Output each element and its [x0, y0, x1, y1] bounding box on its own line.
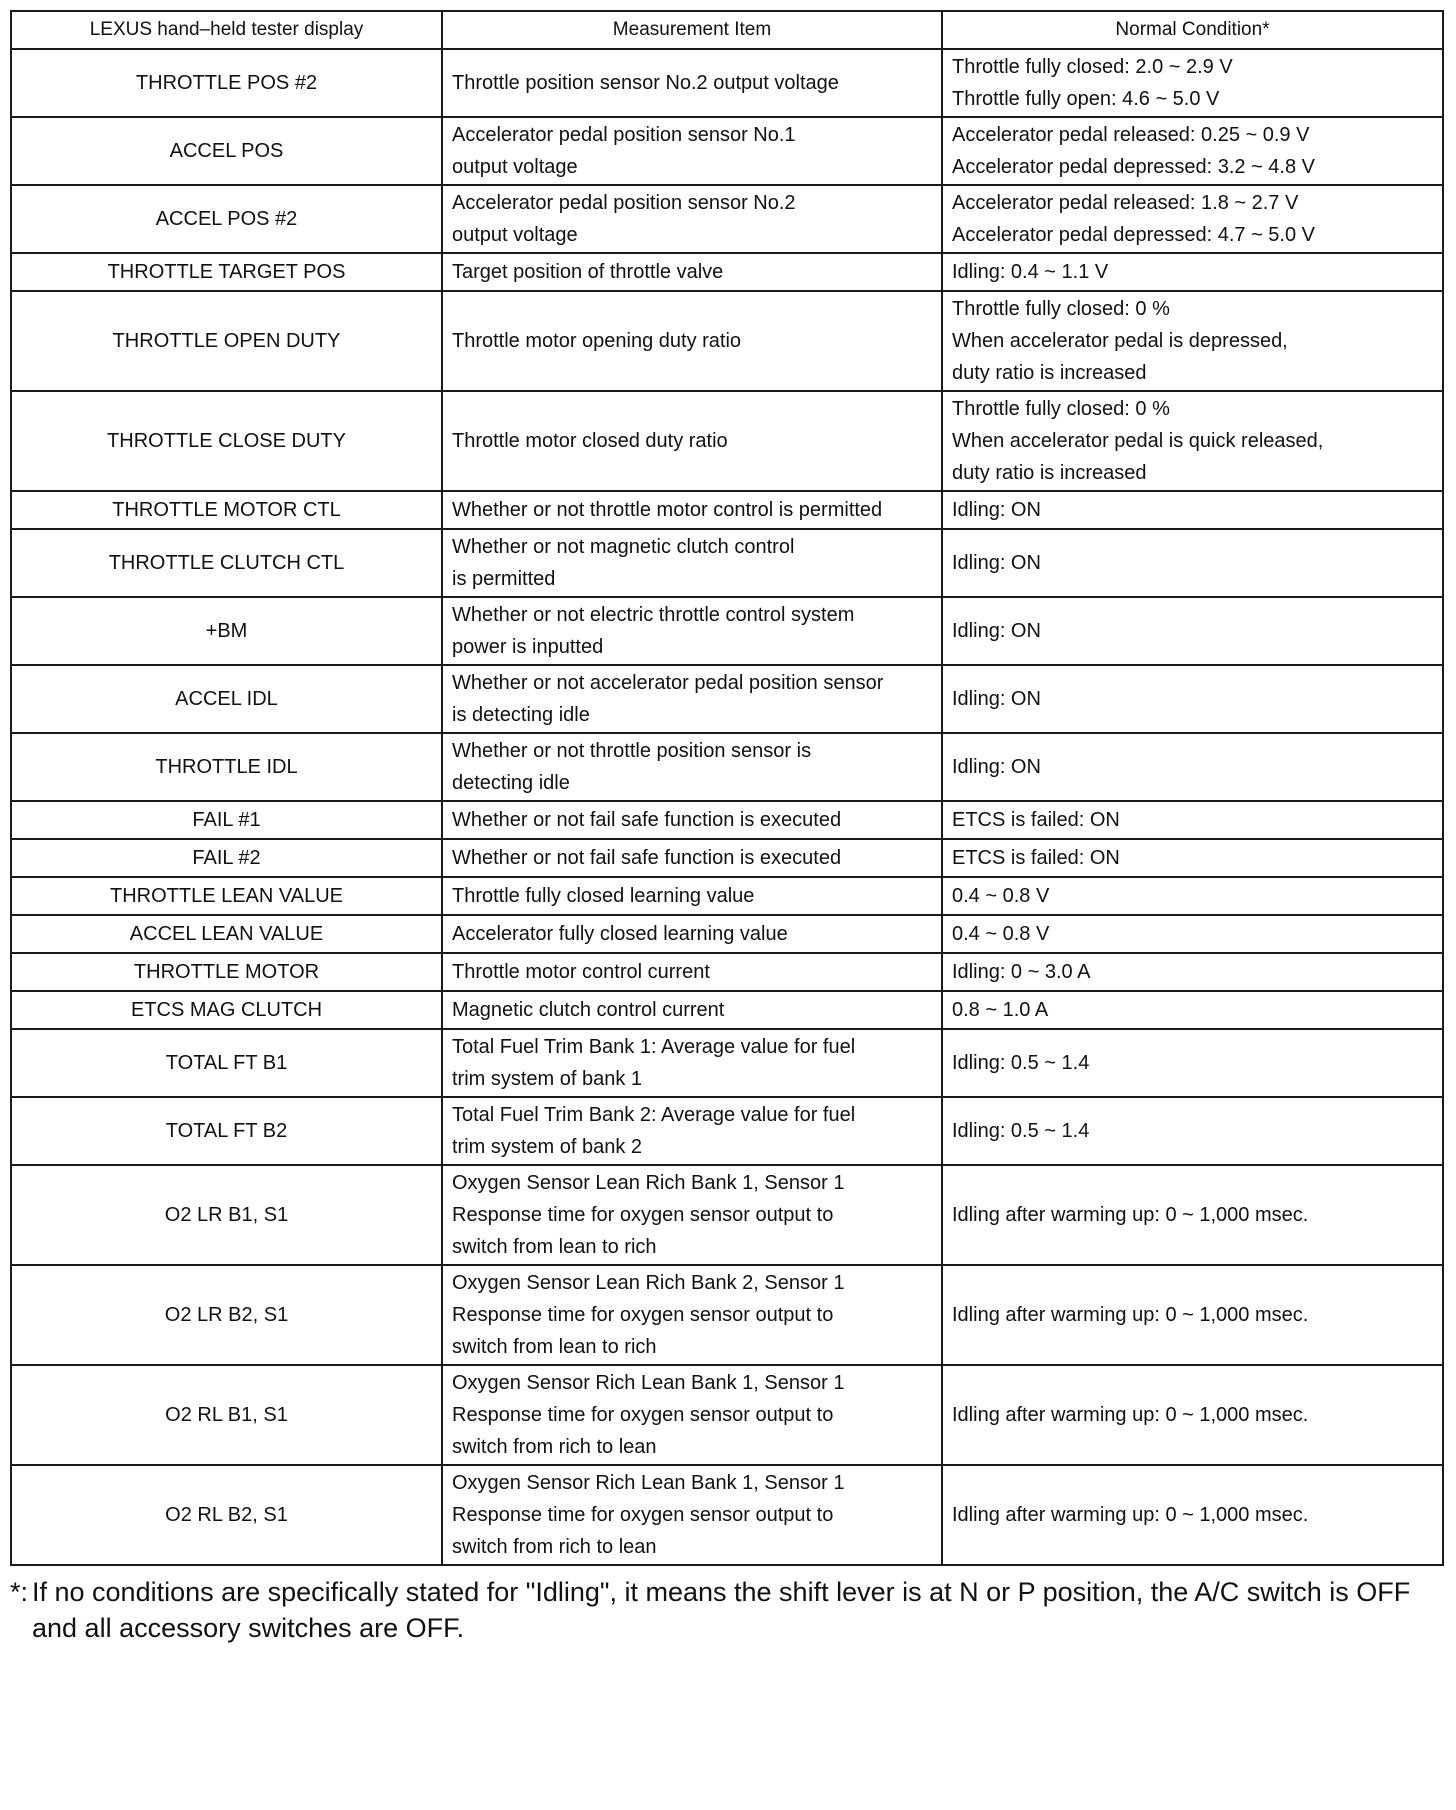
normal-condition-line: Accelerator pedal released: 1.8 ~ 2.7 V [952, 192, 1299, 214]
normal-condition-cell [942, 491, 1443, 529]
normal-condition-line: Idling: ON [952, 688, 1041, 710]
normal-condition-cell [942, 1097, 1443, 1165]
table-row [11, 491, 1443, 529]
measurement-item-cell [442, 801, 942, 839]
tester-display-cell: FAIL #1 [11, 801, 442, 839]
measurement-item-line: Whether or not throttle position sensor is [452, 740, 812, 762]
normal-condition-line: 0.4 ~ 0.8 V [952, 923, 1050, 945]
tester-display-cell: THROTTLE POS #2 [11, 49, 442, 117]
normal-condition-cell [942, 733, 1443, 801]
normal-condition-cell [942, 877, 1443, 915]
measurement-item-cell [442, 915, 942, 953]
measurement-item-line: Whether or not magnetic clutch control [452, 536, 795, 558]
measurement-item-cell [442, 1165, 942, 1265]
footnote-text: If no conditions are specifically stated for "Idling", it means the shift lever is at N or P position, the A/C switch is OFF and all accessory switches are OFF. [32, 1577, 1411, 1643]
table-row [11, 117, 1443, 185]
measurement-item-line: power is inputted [452, 636, 604, 658]
measurement-item-line: Throttle motor closed duty ratio [452, 430, 728, 452]
normal-condition-line: Throttle fully open: 4.6 ~ 5.0 V [952, 88, 1220, 110]
table-row [11, 529, 1443, 597]
measurement-item-cell [442, 1465, 942, 1565]
tester-display-cell: O2 LR B1, S1 [11, 1165, 442, 1265]
normal-condition-line: Idling after warming up: 0 ~ 1,000 msec. [952, 1304, 1309, 1326]
normal-condition-cell [942, 253, 1443, 291]
measurement-item-cell [442, 391, 942, 491]
measurement-item-line: output voltage [452, 156, 578, 178]
normal-condition-line: Idling: ON [952, 620, 1041, 642]
measurement-item-line: Magnetic clutch control current [452, 999, 725, 1021]
normal-condition-cell [942, 1365, 1443, 1465]
measurement-item-cell [442, 49, 942, 117]
normal-condition-line: ETCS is failed: ON [952, 847, 1120, 869]
table-body [11, 49, 1443, 1565]
measurement-item-line: Total Fuel Trim Bank 2: Average value for fuel [452, 1104, 856, 1126]
measurement-item-line: Throttle fully closed learning value [452, 885, 755, 907]
measurement-item-line: switch from rich to lean [452, 1536, 657, 1558]
measurement-item-cell [442, 1265, 942, 1365]
normal-condition-cell [942, 801, 1443, 839]
table-row [11, 391, 1443, 491]
table-row [11, 253, 1443, 291]
header-normal-condition: Normal Condition* [942, 11, 1443, 49]
measurement-item-line: Accelerator fully closed learning value [452, 923, 788, 945]
measurement-item-line: switch from rich to lean [452, 1436, 657, 1458]
normal-condition-cell [942, 391, 1443, 491]
measurement-item-line: trim system of bank 2 [452, 1136, 643, 1158]
table-row [11, 1265, 1443, 1365]
tester-display-cell: ACCEL POS #2 [11, 185, 442, 253]
tester-display-cell: +BM [11, 597, 442, 665]
table-row [11, 991, 1443, 1029]
normal-condition-cell [942, 1265, 1443, 1365]
measurement-item-cell [442, 991, 942, 1029]
normal-condition-line: ETCS is failed: ON [952, 809, 1120, 831]
tester-display-cell: ACCEL LEAN VALUE [11, 915, 442, 953]
normal-condition-cell [942, 49, 1443, 117]
measurement-item-cell [442, 1029, 942, 1097]
normal-condition-line: Throttle fully closed: 0 % [952, 298, 1170, 320]
normal-condition-cell [942, 665, 1443, 733]
tester-display-cell: O2 RL B1, S1 [11, 1365, 442, 1465]
normal-condition-line: Idling after warming up: 0 ~ 1,000 msec. [952, 1204, 1309, 1226]
normal-condition-line: Idling: 0.5 ~ 1.4 [952, 1052, 1090, 1074]
normal-condition-cell [942, 1465, 1443, 1565]
measurement-item-cell [442, 953, 942, 991]
measurement-item-cell [442, 253, 942, 291]
table-header-row [11, 11, 1443, 49]
measurement-item-line: is permitted [452, 568, 556, 590]
measurement-item-line: switch from lean to rich [452, 1236, 657, 1258]
measurement-item-line: Oxygen Sensor Lean Rich Bank 2, Sensor 1 [452, 1272, 845, 1294]
measurement-item-cell [442, 491, 942, 529]
table-row [11, 839, 1443, 877]
measurement-item-line: Whether or not electric throttle control system [452, 604, 855, 626]
measurement-item-line: Response time for oxygen sensor output to [452, 1404, 834, 1426]
normal-condition-cell [942, 185, 1443, 253]
tester-display-cell: THROTTLE MOTOR [11, 953, 442, 991]
normal-condition-line: When accelerator pedal is depressed, [952, 330, 1288, 352]
normal-condition-cell [942, 529, 1443, 597]
normal-condition-cell [942, 839, 1443, 877]
table-row [11, 291, 1443, 391]
measurement-item-line: Oxygen Sensor Lean Rich Bank 1, Sensor 1 [452, 1172, 845, 1194]
measurement-item-line: Whether or not fail safe function is executed [452, 847, 842, 869]
table-row [11, 1165, 1443, 1265]
normal-condition-cell [942, 1029, 1443, 1097]
normal-condition-line: Idling after warming up: 0 ~ 1,000 msec. [952, 1504, 1309, 1526]
normal-condition-line: Accelerator pedal depressed: 3.2 ~ 4.8 V [952, 156, 1316, 178]
tester-display-cell: ETCS MAG CLUTCH [11, 991, 442, 1029]
measurement-item-line: is detecting idle [452, 704, 590, 726]
normal-condition-line: Throttle fully closed: 0 % [952, 398, 1170, 420]
measurement-item-line: output voltage [452, 224, 578, 246]
tester-display-cell: THROTTLE TARGET POS [11, 253, 442, 291]
measurement-item-cell [442, 839, 942, 877]
normal-condition-line: duty ratio is increased [952, 362, 1147, 384]
footnote [10, 1574, 1442, 1646]
normal-condition-line: Idling: 0.5 ~ 1.4 [952, 1120, 1090, 1142]
normal-condition-cell [942, 915, 1443, 953]
measurement-item-line: Accelerator pedal position sensor No.2 [452, 192, 796, 214]
tester-display-cell: O2 LR B2, S1 [11, 1265, 442, 1365]
table-row [11, 597, 1443, 665]
table-row [11, 1465, 1443, 1565]
measurement-item-line: Whether or not accelerator pedal position sensor [452, 672, 884, 694]
measurement-item-line: Throttle motor control current [452, 961, 710, 983]
measurement-item-line: Accelerator pedal position sensor No.1 [452, 124, 796, 146]
tester-display-cell: ACCEL POS [11, 117, 442, 185]
tester-display-cell: THROTTLE OPEN DUTY [11, 291, 442, 391]
header-measurement-item: Measurement Item [442, 11, 942, 49]
table-row [11, 49, 1443, 117]
normal-condition-line: Idling: ON [952, 756, 1041, 778]
measurement-item-line: Target position of throttle valve [452, 261, 724, 283]
measurement-item-line: Response time for oxygen sensor output to [452, 1204, 834, 1226]
table-row [11, 877, 1443, 915]
measurement-item-cell [442, 185, 942, 253]
measurement-item-cell [442, 877, 942, 915]
measurement-item-line: Throttle motor opening duty ratio [452, 330, 742, 352]
measurement-item-line: Oxygen Sensor Rich Lean Bank 1, Sensor 1 [452, 1372, 845, 1394]
tester-display-cell: THROTTLE CLOSE DUTY [11, 391, 442, 491]
measurement-item-line: detecting idle [452, 772, 570, 794]
measurement-item-line: Total Fuel Trim Bank 1: Average value for fuel [452, 1036, 856, 1058]
header-tester-display: LEXUS hand–held tester display [11, 11, 442, 49]
table-row [11, 665, 1443, 733]
normal-condition-line: duty ratio is increased [952, 462, 1147, 484]
table-row [11, 1029, 1443, 1097]
normal-condition-cell [942, 291, 1443, 391]
tester-display-cell: O2 RL B2, S1 [11, 1465, 442, 1565]
table-row [11, 953, 1443, 991]
normal-condition-line: Idling: ON [952, 499, 1041, 521]
measurement-item-line: switch from lean to rich [452, 1336, 657, 1358]
normal-condition-line: Idling: ON [952, 552, 1041, 574]
measurement-item-line: Oxygen Sensor Rich Lean Bank 1, Sensor 1 [452, 1472, 845, 1494]
measurement-item-cell [442, 1097, 942, 1165]
measurement-item-line: Response time for oxygen sensor output to [452, 1304, 834, 1326]
measurement-item-cell [442, 529, 942, 597]
normal-condition-line: 0.8 ~ 1.0 A [952, 999, 1049, 1021]
table-row [11, 1097, 1443, 1165]
measurement-item-line: Whether or not fail safe function is executed [452, 809, 842, 831]
tester-display-cell: THROTTLE MOTOR CTL [11, 491, 442, 529]
tester-display-cell: THROTTLE IDL [11, 733, 442, 801]
measurement-item-cell [442, 665, 942, 733]
measurement-item-cell [442, 597, 942, 665]
normal-condition-line: Accelerator pedal released: 0.25 ~ 0.9 V [952, 124, 1310, 146]
footnote-mark: *: [10, 1577, 29, 1607]
measurement-item-cell [442, 291, 942, 391]
data-list-table [10, 10, 1444, 1566]
tester-display-cell: ACCEL IDL [11, 665, 442, 733]
tester-display-cell: THROTTLE CLUTCH CTL [11, 529, 442, 597]
tester-display-cell: TOTAL FT B1 [11, 1029, 442, 1097]
table-row [11, 915, 1443, 953]
normal-condition-cell [942, 991, 1443, 1029]
normal-condition-line: Throttle fully closed: 2.0 ~ 2.9 V [952, 56, 1233, 78]
normal-condition-cell [942, 1165, 1443, 1265]
normal-condition-line: Idling: 0 ~ 3.0 A [952, 961, 1091, 983]
measurement-item-cell [442, 117, 942, 185]
measurement-item-cell [442, 733, 942, 801]
table-row [11, 1365, 1443, 1465]
table-row [11, 185, 1443, 253]
measurement-item-line: Throttle position sensor No.2 output voltage [452, 72, 839, 94]
normal-condition-line: Accelerator pedal depressed: 4.7 ~ 5.0 V [952, 224, 1316, 246]
document-page [10, 10, 1442, 1646]
measurement-item-cell [442, 1365, 942, 1465]
normal-condition-line: Idling after warming up: 0 ~ 1,000 msec. [952, 1404, 1309, 1426]
measurement-item-line: Response time for oxygen sensor output to [452, 1504, 834, 1526]
tester-display-cell: TOTAL FT B2 [11, 1097, 442, 1165]
normal-condition-cell [942, 597, 1443, 665]
normal-condition-line: Idling: 0.4 ~ 1.1 V [952, 261, 1109, 283]
table-row [11, 801, 1443, 839]
measurement-item-line: Whether or not throttle motor control is permitted [452, 499, 883, 521]
table-row [11, 733, 1443, 801]
normal-condition-cell [942, 953, 1443, 991]
measurement-item-line: trim system of bank 1 [452, 1068, 643, 1090]
normal-condition-line: When accelerator pedal is quick released, [952, 430, 1324, 452]
normal-condition-line: 0.4 ~ 0.8 V [952, 885, 1050, 907]
tester-display-cell: FAIL #2 [11, 839, 442, 877]
normal-condition-cell [942, 117, 1443, 185]
tester-display-cell: THROTTLE LEAN VALUE [11, 877, 442, 915]
